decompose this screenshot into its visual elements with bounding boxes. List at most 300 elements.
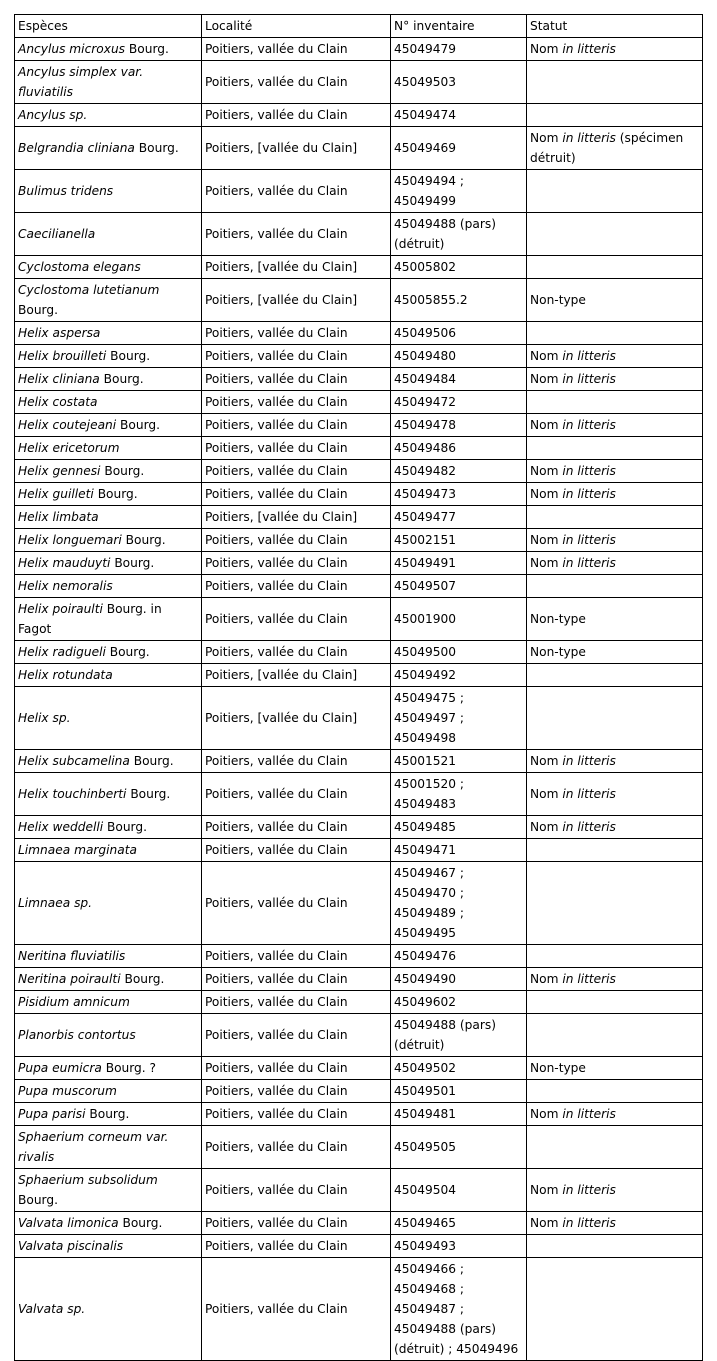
species-cell — [15, 529, 202, 552]
species-author: Bourg. — [97, 487, 138, 501]
status-cell — [527, 664, 703, 687]
species-name: Bulimus tridens — [18, 184, 114, 198]
status-cell — [527, 839, 703, 862]
species-cell — [15, 170, 202, 213]
species-author: Bourg. — [120, 418, 160, 432]
species-name: Helix aspersa — [18, 326, 101, 340]
species-cell — [15, 687, 202, 750]
species-name: Valvata piscinalis — [18, 1239, 124, 1253]
status-cell — [527, 968, 703, 991]
species-cell — [15, 862, 202, 945]
species-name: Valvata sp. — [18, 1302, 86, 1316]
species-cell — [15, 1014, 202, 1057]
table-row — [15, 664, 703, 687]
locality-cell: Poitiers, [vallée du Clain] — [202, 664, 391, 687]
locality-cell: Poitiers, vallée du Clain — [202, 839, 391, 862]
inventory-cell: 45049505 — [391, 1126, 527, 1169]
species-name: Pupa eumicra — [18, 1061, 102, 1075]
status-text: Non-type — [530, 645, 586, 659]
status-suffix: (spécimen détruit) — [530, 131, 684, 165]
locality-cell: Poitiers, vallée du Clain — [202, 641, 391, 664]
status-italic: in litteris — [562, 556, 616, 570]
status-text: Nom — [530, 42, 559, 56]
status-cell — [527, 391, 703, 414]
locality-cell: Poitiers, vallée du Clain — [202, 862, 391, 945]
status-cell — [527, 483, 703, 506]
table-row — [15, 1169, 703, 1212]
inventory-cell: 45049486 — [391, 437, 527, 460]
species-name: Helix coutejeani — [18, 418, 117, 432]
species-name: Helix costata — [18, 395, 98, 409]
table-row — [15, 104, 703, 127]
status-text: Nom — [530, 487, 559, 501]
locality-cell: Poitiers, vallée du Clain — [202, 437, 391, 460]
inventory-cell: 45049481 — [391, 1103, 527, 1126]
status-italic: in litteris — [562, 787, 616, 801]
locality-cell: Poitiers, vallée du Clain — [202, 575, 391, 598]
locality-cell: Poitiers, vallée du Clain — [202, 170, 391, 213]
inventory-cell: 45002151 — [391, 529, 527, 552]
inventory-cell: 45049506 — [391, 322, 527, 345]
table-row — [15, 839, 703, 862]
locality-cell: Poitiers, vallée du Clain — [202, 750, 391, 773]
status-cell — [527, 127, 703, 170]
status-cell — [527, 552, 703, 575]
species-name: Ancylus simplex var. fluviatilis — [18, 65, 144, 99]
status-italic: in litteris — [562, 820, 616, 834]
species-name: Belgrandia cliniana — [18, 141, 135, 155]
species-name: Helix mauduyti — [18, 556, 111, 570]
locality-cell: Poitiers, vallée du Clain — [202, 1258, 391, 1361]
status-text: Nom — [530, 131, 559, 145]
table-row — [15, 1126, 703, 1169]
inventory-cell: 45049491 — [391, 552, 527, 575]
locality-cell: Poitiers, [vallée du Clain] — [202, 687, 391, 750]
species-name: Helix poiraulti — [18, 602, 103, 616]
species-name: Pupa parisi — [18, 1107, 86, 1121]
inventory-cell: 45049485 — [391, 816, 527, 839]
species-name: Helix weddelli — [18, 820, 104, 834]
species-name: Helix longuemari — [18, 533, 122, 547]
inventory-cell: 45049480 — [391, 345, 527, 368]
species-author: Bourg. — [110, 349, 151, 363]
status-italic: in litteris — [562, 487, 616, 501]
locality-cell: Poitiers, vallée du Clain — [202, 1080, 391, 1103]
status-cell — [527, 345, 703, 368]
locality-cell: Poitiers, [vallée du Clain] — [202, 279, 391, 322]
species-name: Helix radigueli — [18, 645, 106, 659]
status-cell — [527, 991, 703, 1014]
status-text: Nom — [530, 787, 559, 801]
table-row — [15, 345, 703, 368]
status-cell — [527, 38, 703, 61]
table-row — [15, 391, 703, 414]
inventory-cell: 45049500 — [391, 641, 527, 664]
locality-cell: Poitiers, vallée du Clain — [202, 1014, 391, 1057]
species-name: Sphaerium corneum var. rivalis — [18, 1130, 169, 1164]
inventory-cell: 45049602 — [391, 991, 527, 1014]
status-cell — [527, 773, 703, 816]
locality-cell: Poitiers, vallée du Clain — [202, 460, 391, 483]
species-table — [14, 14, 703, 1361]
species-name: Helix limbata — [18, 510, 99, 524]
status-cell — [527, 279, 703, 322]
species-name: Helix ericetorum — [18, 441, 120, 455]
species-author: Bourg. — [125, 533, 166, 547]
table-row — [15, 279, 703, 322]
table-row — [15, 575, 703, 598]
status-text: Nom — [530, 754, 559, 768]
table-row — [15, 256, 703, 279]
species-name: Limnaea sp. — [18, 896, 93, 910]
species-name: Helix brouilleti — [18, 349, 107, 363]
status-cell — [527, 1212, 703, 1235]
species-cell — [15, 816, 202, 839]
locality-cell: Poitiers, [vallée du Clain] — [202, 256, 391, 279]
status-cell — [527, 945, 703, 968]
species-cell — [15, 322, 202, 345]
locality-cell: Poitiers, vallée du Clain — [202, 1235, 391, 1258]
status-cell — [527, 322, 703, 345]
species-name: Helix sp. — [18, 711, 71, 725]
table-row — [15, 968, 703, 991]
inventory-cell: 45049490 — [391, 968, 527, 991]
inventory-cell: 45049478 — [391, 414, 527, 437]
status-cell — [527, 61, 703, 104]
locality-cell: Poitiers, vallée du Clain — [202, 322, 391, 345]
species-cell — [15, 279, 202, 322]
species-cell — [15, 127, 202, 170]
table-row — [15, 368, 703, 391]
species-cell — [15, 664, 202, 687]
species-name: Helix touchinberti — [18, 787, 127, 801]
species-cell — [15, 256, 202, 279]
species-cell — [15, 773, 202, 816]
status-text: Non-type — [530, 293, 586, 307]
species-cell — [15, 598, 202, 641]
locality-cell: Poitiers, vallée du Clain — [202, 1212, 391, 1235]
species-cell — [15, 345, 202, 368]
inventory-cell: 45049493 — [391, 1235, 527, 1258]
species-cell — [15, 483, 202, 506]
status-italic: in litteris — [562, 131, 616, 145]
table-row — [15, 1212, 703, 1235]
locality-cell: Poitiers, vallée du Clain — [202, 598, 391, 641]
status-cell — [527, 529, 703, 552]
inventory-cell: 45049474 — [391, 104, 527, 127]
status-italic: in litteris — [562, 372, 616, 386]
species-name: Pisidium amnicum — [18, 995, 130, 1009]
header-localite: Localité — [202, 15, 391, 38]
species-cell — [15, 460, 202, 483]
locality-cell: Poitiers, vallée du Clain — [202, 1103, 391, 1126]
table-row — [15, 213, 703, 256]
species-cell — [15, 391, 202, 414]
species-cell — [15, 1212, 202, 1235]
status-cell — [527, 1126, 703, 1169]
table-row — [15, 598, 703, 641]
status-cell — [527, 598, 703, 641]
inventory-cell: 45049507 — [391, 575, 527, 598]
locality-cell: Poitiers, vallée du Clain — [202, 38, 391, 61]
locality-cell: Poitiers, vallée du Clain — [202, 213, 391, 256]
species-name: Cyclostoma lutetianum — [18, 283, 160, 297]
species-name: Helix gennesi — [18, 464, 101, 478]
species-name: Neritina poiraulti — [18, 972, 121, 986]
species-name: Planorbis contortus — [18, 1028, 136, 1042]
inventory-cell: 45049502 — [391, 1057, 527, 1080]
status-italic: in litteris — [562, 349, 616, 363]
species-cell — [15, 1258, 202, 1361]
status-cell — [527, 368, 703, 391]
table-row — [15, 170, 703, 213]
locality-cell: Poitiers, [vallée du Clain] — [202, 506, 391, 529]
species-author: Bourg. — [138, 141, 179, 155]
header-inventaire: N° inventaire — [391, 15, 527, 38]
species-author: Bourg. — [128, 42, 169, 56]
inventory-cell: 45049494 ; 45049499 — [391, 170, 527, 213]
status-cell — [527, 750, 703, 773]
species-cell — [15, 1080, 202, 1103]
status-cell — [527, 460, 703, 483]
header-row — [15, 15, 703, 38]
table-row — [15, 1080, 703, 1103]
locality-cell: Poitiers, vallée du Clain — [202, 529, 391, 552]
status-italic: in litteris — [562, 972, 616, 986]
table-row — [15, 127, 703, 170]
locality-cell: Poitiers, vallée du Clain — [202, 1126, 391, 1169]
species-cell — [15, 38, 202, 61]
locality-cell: Poitiers, vallée du Clain — [202, 968, 391, 991]
status-cell — [527, 862, 703, 945]
species-name: Helix cliniana — [18, 372, 100, 386]
inventory-cell: 45049504 — [391, 1169, 527, 1212]
species-cell — [15, 575, 202, 598]
locality-cell: Poitiers, vallée du Clain — [202, 345, 391, 368]
status-text: Nom — [530, 820, 559, 834]
status-text: Nom — [530, 556, 559, 570]
inventory-cell: 45001900 — [391, 598, 527, 641]
status-cell — [527, 437, 703, 460]
status-cell — [527, 687, 703, 750]
table-row — [15, 1014, 703, 1057]
inventory-cell: 45049479 — [391, 38, 527, 61]
inventory-cell: 45049488 (pars) (détruit) — [391, 1014, 527, 1057]
inventory-cell: 45049477 — [391, 506, 527, 529]
inventory-cell: 45049488 (pars) (détruit) — [391, 213, 527, 256]
species-cell — [15, 1235, 202, 1258]
species-cell — [15, 839, 202, 862]
inventory-cell: 45049466 ; 45049468 ; 45049487 ; 45049488 (pars) (détruit) ; 45049496 — [391, 1258, 527, 1361]
inventory-cell: 45005802 — [391, 256, 527, 279]
locality-cell: Poitiers, vallée du Clain — [202, 552, 391, 575]
status-cell — [527, 104, 703, 127]
status-italic: in litteris — [562, 1216, 616, 1230]
species-author: Bourg. — [124, 972, 165, 986]
status-cell — [527, 170, 703, 213]
species-author: Bourg. — [130, 787, 171, 801]
status-italic: in litteris — [562, 754, 616, 768]
table-row — [15, 773, 703, 816]
inventory-cell: 45049471 — [391, 839, 527, 862]
status-cell — [527, 414, 703, 437]
table-row — [15, 862, 703, 945]
inventory-cell: 45049503 — [391, 61, 527, 104]
locality-cell: Poitiers, vallée du Clain — [202, 1169, 391, 1212]
species-name: Valvata limonica — [18, 1216, 119, 1230]
species-author: Bourg. — [18, 303, 58, 317]
inventory-cell: 45005855.2 — [391, 279, 527, 322]
table-row — [15, 1057, 703, 1080]
species-cell — [15, 641, 202, 664]
status-italic: in litteris — [562, 1183, 616, 1197]
species-cell — [15, 104, 202, 127]
species-cell — [15, 750, 202, 773]
locality-cell: Poitiers, vallée du Clain — [202, 1057, 391, 1080]
species-cell — [15, 368, 202, 391]
table-row — [15, 552, 703, 575]
species-name: Helix guilleti — [18, 487, 94, 501]
species-name: Pupa muscorum — [18, 1084, 117, 1098]
species-name: Cyclostoma elegans — [18, 260, 141, 274]
status-cell — [527, 816, 703, 839]
inventory-cell: 45049465 — [391, 1212, 527, 1235]
inventory-cell: 45049475 ; 45049497 ; 45049498 — [391, 687, 527, 750]
species-cell — [15, 61, 202, 104]
species-author: Bourg. — [109, 645, 150, 659]
status-italic: in litteris — [562, 1107, 616, 1121]
locality-cell: Poitiers, vallée du Clain — [202, 414, 391, 437]
species-cell — [15, 414, 202, 437]
species-cell — [15, 1169, 202, 1212]
species-author: Bourg. — [103, 372, 144, 386]
table-row — [15, 687, 703, 750]
locality-cell: Poitiers, vallée du Clain — [202, 773, 391, 816]
status-text: Nom — [530, 372, 559, 386]
species-author: Bourg. — [89, 1107, 130, 1121]
table-row — [15, 529, 703, 552]
locality-cell: Poitiers, vallée du Clain — [202, 991, 391, 1014]
header-especes: Espèces — [15, 15, 202, 38]
species-author: Bourg. — [18, 1193, 58, 1207]
table-row — [15, 816, 703, 839]
status-cell — [527, 256, 703, 279]
species-cell — [15, 1126, 202, 1169]
inventory-cell: 45049473 — [391, 483, 527, 506]
status-cell — [527, 1057, 703, 1080]
species-name: Helix nemoralis — [18, 579, 113, 593]
table-body — [15, 38, 703, 1361]
locality-cell: Poitiers, vallée du Clain — [202, 816, 391, 839]
status-text: Nom — [530, 1107, 559, 1121]
table-row — [15, 506, 703, 529]
species-author: Bourg. ? — [105, 1061, 156, 1075]
species-author: Bourg. in Fagot — [18, 602, 162, 636]
inventory-cell: 45049469 — [391, 127, 527, 170]
status-cell — [527, 641, 703, 664]
table-row — [15, 945, 703, 968]
inventory-cell: 45001520 ; 45049483 — [391, 773, 527, 816]
status-cell — [527, 506, 703, 529]
species-cell — [15, 213, 202, 256]
inventory-cell: 45049484 — [391, 368, 527, 391]
status-cell — [527, 1235, 703, 1258]
status-cell — [527, 575, 703, 598]
species-cell — [15, 1103, 202, 1126]
species-name: Ancylus sp. — [18, 108, 88, 122]
species-name: Limnaea marginata — [18, 843, 137, 857]
species-cell — [15, 437, 202, 460]
table-row — [15, 750, 703, 773]
table-row — [15, 460, 703, 483]
status-italic: in litteris — [562, 533, 616, 547]
locality-cell: Poitiers, vallée du Clain — [202, 391, 391, 414]
species-cell — [15, 968, 202, 991]
species-cell — [15, 1057, 202, 1080]
status-text: Nom — [530, 533, 559, 547]
species-cell — [15, 552, 202, 575]
status-cell — [527, 1080, 703, 1103]
species-author: Bourg. — [104, 464, 145, 478]
species-name: Neritina fluviatilis — [18, 949, 126, 963]
status-text: Non-type — [530, 1061, 586, 1075]
status-text: Non-type — [530, 612, 586, 626]
table-row — [15, 38, 703, 61]
table-row — [15, 414, 703, 437]
status-italic: in litteris — [562, 464, 616, 478]
species-author: Bourg. — [107, 820, 147, 834]
species-author: Bourg. — [133, 754, 174, 768]
table-row — [15, 641, 703, 664]
status-cell — [527, 1014, 703, 1057]
table-row — [15, 1258, 703, 1361]
status-cell — [527, 1103, 703, 1126]
locality-cell: Poitiers, vallée du Clain — [202, 104, 391, 127]
locality-cell: Poitiers, [vallée du Clain] — [202, 127, 391, 170]
inventory-cell: 45049482 — [391, 460, 527, 483]
table-row — [15, 991, 703, 1014]
status-text: Nom — [530, 972, 559, 986]
status-italic: in litteris — [562, 418, 616, 432]
status-cell — [527, 213, 703, 256]
status-text: Nom — [530, 1183, 559, 1197]
status-cell — [527, 1258, 703, 1361]
species-name: Caecilianella — [18, 227, 96, 241]
status-text: Nom — [530, 1216, 559, 1230]
inventory-cell: 45001521 — [391, 750, 527, 773]
table-row — [15, 1235, 703, 1258]
species-name: Helix subcamelina — [18, 754, 130, 768]
species-table-container — [14, 14, 703, 1361]
species-cell — [15, 945, 202, 968]
status-italic: in litteris — [562, 42, 616, 56]
species-name: Helix rotundata — [18, 668, 113, 682]
inventory-cell: 45049476 — [391, 945, 527, 968]
locality-cell: Poitiers, vallée du Clain — [202, 483, 391, 506]
table-row — [15, 61, 703, 104]
table-row — [15, 322, 703, 345]
species-author: Bourg. — [114, 556, 155, 570]
table-row — [15, 483, 703, 506]
species-name: Sphaerium subsolidum — [18, 1173, 158, 1187]
species-cell — [15, 506, 202, 529]
inventory-cell: 45049472 — [391, 391, 527, 414]
species-name: Ancylus microxus — [18, 42, 126, 56]
locality-cell: Poitiers, vallée du Clain — [202, 61, 391, 104]
species-author: Bourg. — [122, 1216, 163, 1230]
status-text: Nom — [530, 349, 559, 363]
status-text: Nom — [530, 418, 559, 432]
